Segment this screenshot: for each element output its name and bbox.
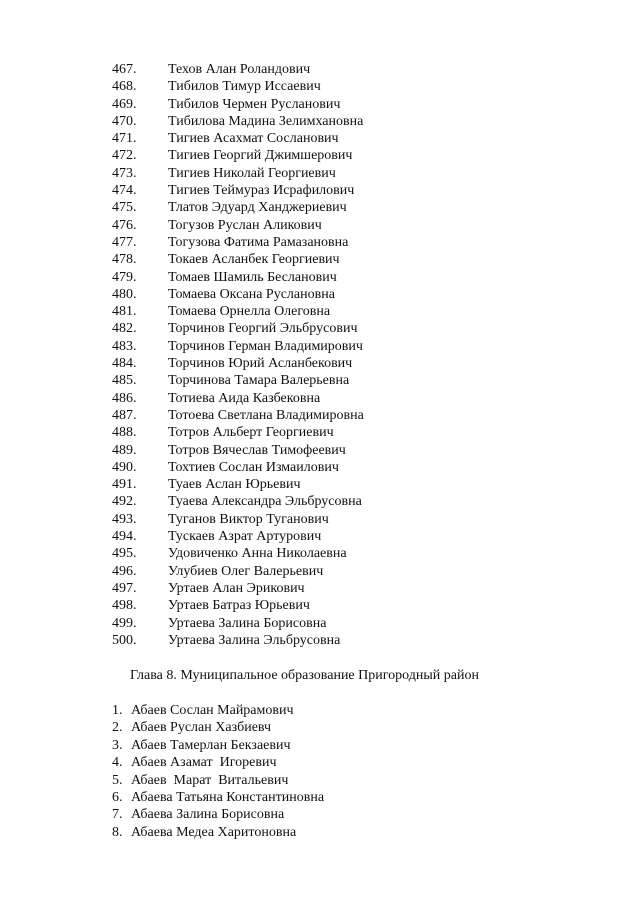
list-item-name: Торчинова Тамара Валерьевна [168,373,350,389]
list-item [112,615,364,632]
candidate-list-continued [112,61,364,649]
list-item [112,269,364,286]
list-item-number: 492. [112,494,137,510]
list-item-name: Томаев Шамиль Бесланович [168,269,337,285]
list-item-number: 2. [112,720,123,736]
list-item-number: 498. [112,598,137,614]
list-item [112,338,364,355]
list-item [112,165,364,182]
list-item-number: 481. [112,304,137,320]
list-item [112,563,364,580]
list-item-number: 478. [112,252,137,268]
list-item-name: Тотров Вячеслав Тимофеевич [168,442,346,458]
list-item-number: 489. [112,442,137,458]
list-item [112,806,324,823]
list-item-number: 1. [112,703,123,718]
list-item [112,772,324,789]
list-item-name: Томаева Орнелла Олеговна [168,304,331,320]
list-item-number: 467. [112,62,137,77]
list-item [112,493,364,510]
list-item-name: Тибилова Мадина Зелимхановна [168,113,364,129]
list-item [112,632,364,649]
list-item-number: 8. [112,824,123,840]
list-item-number: 487. [112,407,137,423]
list-item-name: Тохтиев Сослан Измаилович [168,459,339,475]
list-item [112,130,364,147]
list-item-number: 472. [112,148,137,164]
list-item [112,320,364,337]
list-item [112,182,364,199]
list-item-name: Туаева Александра Эльбрусовна [168,494,362,510]
list-item [112,459,364,476]
list-item-number: 495. [112,546,137,562]
list-item-number: 494. [112,529,137,545]
list-item-number: 468. [112,79,137,95]
list-item [112,372,364,389]
list-item-number: 473. [112,165,137,181]
list-item-name: Тускаев Азрат Артурович [168,529,322,545]
list-item-number: 469. [112,96,137,112]
list-item-number: 496. [112,563,137,579]
list-item [112,234,364,251]
list-item-name: Абаев Марат Витальевич [131,772,289,788]
list-item-name: Техов Алан Роландович [168,62,311,77]
list-item-number: 493. [112,511,137,527]
list-item-name: Тигиев Николай Георгиевич [168,165,336,181]
list-item-name: Туганов Виктор Туганович [168,511,329,527]
list-item-name: Туаев Аслан Юрьевич [168,477,301,493]
list-item [112,702,324,719]
list-item [112,303,364,320]
list-item [112,719,324,736]
list-item-name: Тотров Альберт Георгиевич [168,425,334,441]
list-item-number: 485. [112,373,137,389]
list-item-name: Абаев Азамат Игоревич [131,755,277,771]
list-item-name: Тогузов Руслан Аликович [168,217,322,233]
list-item-number: 484. [112,356,137,372]
list-item-number: 475. [112,200,137,216]
list-item [112,78,364,95]
list-item-number: 491. [112,477,137,493]
list-item [112,789,324,806]
chapter-heading: Глава 8. Муниципальное образование Пригородный район [130,668,479,683]
list-item-number: 4. [112,755,123,771]
list-item [112,476,364,493]
list-item-number: 471. [112,131,137,147]
list-item-name: Тлатов Эдуард Ханджериевич [168,200,347,216]
list-item-number: 470. [112,113,137,129]
list-item [112,528,364,545]
list-item-number: 480. [112,286,137,302]
list-item-number: 6. [112,789,123,805]
list-item [112,217,364,234]
list-item-name: Абаев Тамерлан Бекзаевич [131,737,291,753]
list-item [112,580,364,597]
list-item-name: Абаев Сослан Майрамович [131,703,294,718]
list-item-number: 476. [112,217,137,233]
list-item-number: 490. [112,459,137,475]
list-item [112,147,364,164]
list-item [112,545,364,562]
list-item-number: 483. [112,338,137,354]
list-item-name: Тибилов Чермен Русланович [168,96,341,112]
list-item-name: Торчинов Герман Владимирович [168,338,363,354]
list-item-number: 7. [112,807,123,823]
list-item [112,442,364,459]
list-item [112,824,324,841]
list-item-number: 477. [112,234,137,250]
candidate-list-prigorodny [112,702,324,841]
list-item [112,355,364,372]
list-item-name: Уртаев Алан Эрикович [168,580,305,596]
list-item-name: Абаева Медеа Харитоновна [131,824,297,840]
list-item [112,113,364,130]
list-item [112,754,324,771]
list-item-name: Тигиев Асахмат Сосланович [168,131,339,147]
list-item [112,96,364,113]
list-item [112,511,364,528]
list-item-name: Тибилов Тимур Иссаевич [168,79,321,95]
list-item-number: 499. [112,615,137,631]
list-item [112,597,364,614]
list-item-name: Томаева Оксана Руслановна [168,286,335,302]
list-item-name: Удовиченко Анна Николаевна [168,546,347,562]
list-item-number: 497. [112,580,137,596]
list-item-name: Уртаева Залина Эльбрусовна [168,632,341,648]
list-item-number: 482. [112,321,137,337]
list-item-name: Уртаева Залина Борисовна [168,615,327,631]
list-item-name: Абаев Руслан Хазбиевч [131,720,272,736]
list-item-name: Абаева Залина Борисовна [131,807,285,823]
list-item [112,286,364,303]
list-item-name: Торчинов Георгий Эльбрусович [168,321,358,337]
list-item-name: Тигиев Георгий Джимшерович [168,148,353,164]
list-item-name: Торчинов Юрий Асланбекович [168,356,353,372]
list-item-number: 474. [112,183,137,199]
list-item-name: Тигиев Теймураз Исрафилович [168,183,355,199]
list-item [112,407,364,424]
list-item-number: 488. [112,425,137,441]
list-item-name: Абаева Татьяна Константиновна [131,789,325,805]
list-item [112,424,364,441]
list-item-number: 486. [112,390,137,406]
list-item-name: Тогузова Фатима Рамазановна [168,234,349,250]
list-item-name: Уртаев Батраз Юрьевич [168,598,310,614]
list-item-name: Тотиева Аида Казбековна [168,390,321,406]
list-item-number: 3. [112,737,123,753]
list-item-number: 5. [112,772,123,788]
list-item [112,390,364,407]
list-item-number: 500. [112,632,137,648]
list-item-number: 479. [112,269,137,285]
list-item [112,251,364,268]
list-item [112,61,364,78]
list-item-name: Улубиев Олег Валерьевич [168,563,324,579]
list-item-name: Токаев Асланбек Георгиевич [168,252,340,268]
list-item [112,199,364,216]
list-item-name: Тотоева Светлана Владимировна [168,407,364,423]
list-item [112,737,324,754]
